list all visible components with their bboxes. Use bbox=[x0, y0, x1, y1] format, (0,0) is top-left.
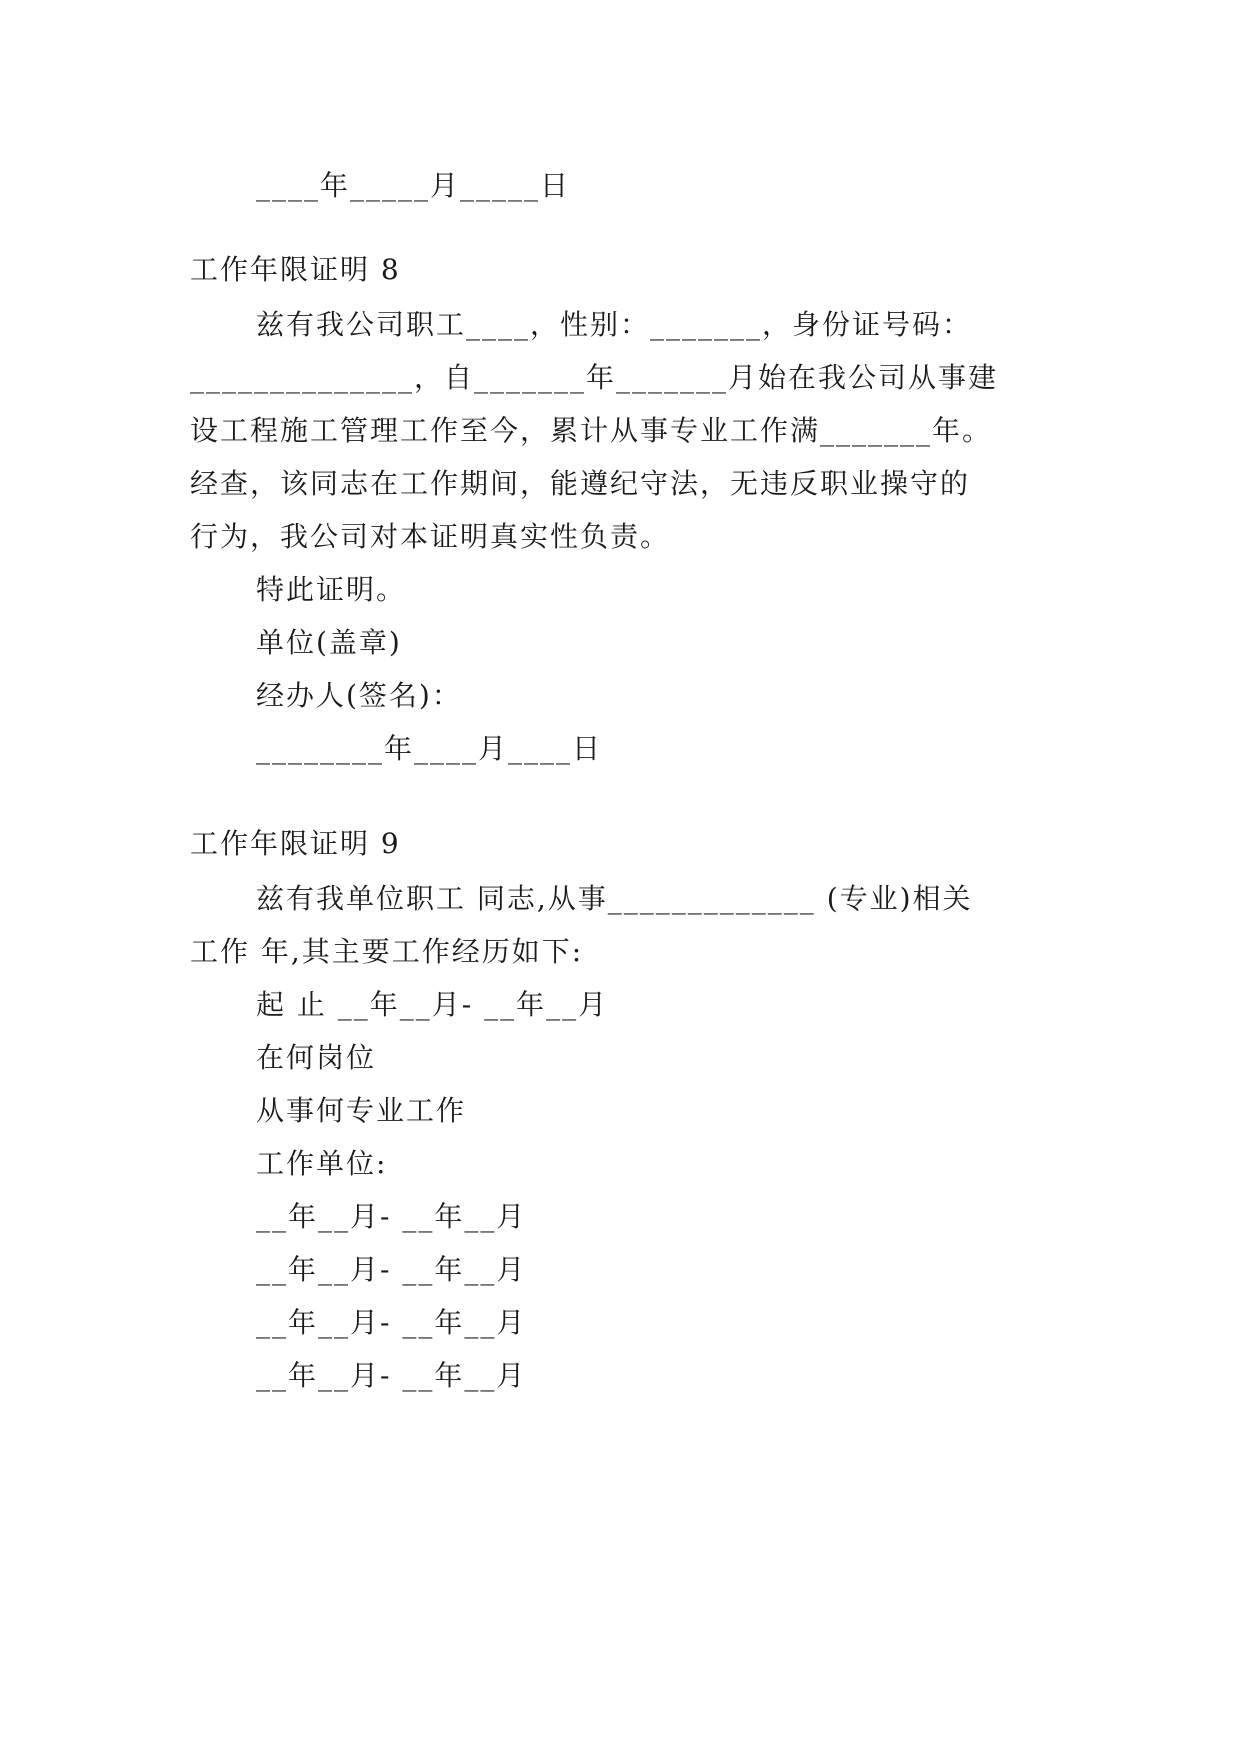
section-8-date: ________年____月____日 bbox=[256, 732, 603, 765]
section-8-body-line: 行为，我公司对本证明真实性负责。 bbox=[190, 520, 671, 553]
section-8-handler-signature: 经办人(签名)： bbox=[256, 679, 462, 712]
section-8-body-line: ______________，自_______年_______月始在我公司从事建 bbox=[190, 361, 999, 394]
section-8-body-line: 经查，该同志在工作期间，能遵纪守法，无违反职业操守的 bbox=[190, 467, 971, 500]
top-date-line: ____年_____月_____日 bbox=[256, 169, 571, 202]
section-9-title: 工作年限证明 9 bbox=[190, 827, 401, 860]
section-9-period-row: __年__月- __年__月 bbox=[256, 1306, 527, 1339]
section-9-period-row: __年__月- __年__月 bbox=[256, 1200, 527, 1233]
section-8-body-line: 设工程施工管理工作至今，累计从事专业工作满_______年。 bbox=[190, 414, 993, 447]
section-9-post: 在何岗位 bbox=[256, 1041, 377, 1074]
section-9-body-line: 工作 年,其主要工作经历如下: bbox=[190, 935, 584, 968]
section-8-title: 工作年限证明 8 bbox=[190, 253, 401, 286]
section-8-unit-seal: 单位(盖章) bbox=[256, 626, 402, 659]
section-9-specialty: 从事何专业工作 bbox=[256, 1094, 467, 1127]
section-8-body-line: 兹有我公司职工____，性别：_______，身份证号码： bbox=[256, 308, 973, 341]
section-9-body-line: 兹有我单位职工 同志,从事_____________ (专业)相关 bbox=[256, 882, 973, 915]
section-9-period-row: __年__月- __年__月 bbox=[256, 1359, 527, 1392]
section-9-employer: 工作单位: bbox=[256, 1147, 388, 1180]
section-9-period-row: __年__月- __年__月 bbox=[256, 1253, 527, 1286]
section-9-period: 起 止 __年__月- __年__月 bbox=[256, 988, 609, 1021]
section-8-closing: 特此证明。 bbox=[256, 573, 407, 606]
